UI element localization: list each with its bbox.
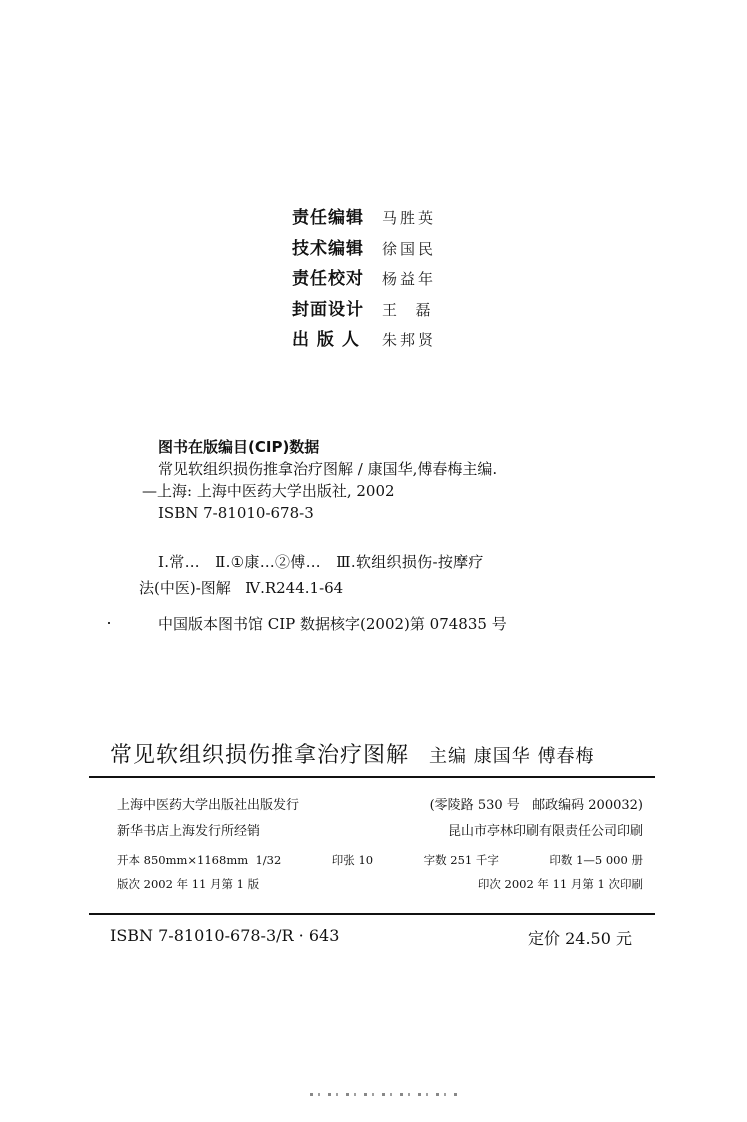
credit-row-responsible-editor — [292, 203, 436, 234]
printer: 昆山市亭林印刷有限责任公司印刷 — [447, 824, 643, 839]
credit-role: 责任编辑 — [292, 208, 364, 228]
printing: 印次 2002 年 11 月第 1 次印刷 — [477, 877, 643, 891]
publisher: 上海中医药大学出版社出版发行 — [117, 798, 300, 813]
cip-number: 中国版本图书馆 CIP 数据核字(2002)第 074835 号 — [158, 615, 507, 633]
scan-speck — [108, 622, 110, 624]
cip-book-line: 常见软组织损伤推拿治疗图解 / 康国华,傅春梅主编. — [158, 460, 498, 478]
imprint-specs-row — [117, 852, 643, 868]
cip-isbn-line: ISBN 7-81010-678-3 — [158, 504, 314, 522]
credit-role: 出 版 人 — [292, 330, 360, 350]
cip-publisher-line: —上海: 上海中医药大学出版社, 2002 — [142, 482, 395, 500]
credits-block — [292, 203, 436, 356]
format: 开本 850mm×1168mm 1/32 — [117, 853, 282, 867]
imprint-distribution-row — [117, 820, 643, 839]
divider-bottom — [89, 913, 655, 915]
credit-row-cover-design — [292, 295, 436, 326]
credit-role: 封面设计 — [292, 299, 364, 320]
cip-block — [142, 436, 498, 524]
isbn-price-row — [110, 926, 632, 949]
publisher-address: (零陵路 530 号 邮政编码 200032) — [429, 798, 643, 813]
credit-role: 责任校对 — [292, 269, 364, 289]
cip-classification — [139, 549, 484, 601]
sheets: 印张 10 — [331, 853, 374, 867]
distributor: 新华书店上海发行所经销 — [117, 824, 261, 839]
scan-artifact — [310, 1093, 460, 1096]
isbn-full: ISBN 7-81010-678-3/R · 643 — [110, 926, 340, 945]
credit-name: 徐国民 — [382, 239, 437, 258]
credit-row-proofreader — [292, 264, 436, 295]
divider-top — [89, 776, 655, 778]
classification-line-2: 法(中医)-图解 Ⅳ.R244.1-64 — [139, 579, 344, 597]
credit-name: 朱邦贤 — [382, 331, 437, 349]
print-run: 印数 1—5 000 册 — [549, 853, 643, 867]
book-title: 常见软组织损伤推拿治疗图解 — [110, 743, 410, 768]
credit-row-technical-editor — [292, 234, 436, 265]
imprint-edition-row — [117, 876, 643, 892]
book-editors: 主编 康国华 傅春梅 — [429, 746, 595, 767]
credit-name: 马胜英 — [382, 209, 437, 227]
credit-name: 王 磊 — [382, 300, 434, 319]
credit-name: 杨益年 — [382, 270, 437, 288]
edition: 版次 2002 年 11 月第 1 版 — [117, 877, 260, 891]
credit-role: 技术编辑 — [292, 238, 364, 259]
imprint-publisher-row — [117, 794, 643, 813]
price: 定价 24.50 元 — [528, 929, 632, 948]
word-count: 字数 251 千字 — [423, 853, 499, 867]
cip-title: 图书在版编目(CIP)数据 — [158, 438, 320, 456]
imprint-title-row — [110, 738, 594, 769]
classification-line-1: Ⅰ.常… Ⅱ.①康…②傅… Ⅲ.软组织损伤-按摩疗 — [158, 553, 484, 571]
credit-row-publisher-person — [292, 325, 436, 356]
